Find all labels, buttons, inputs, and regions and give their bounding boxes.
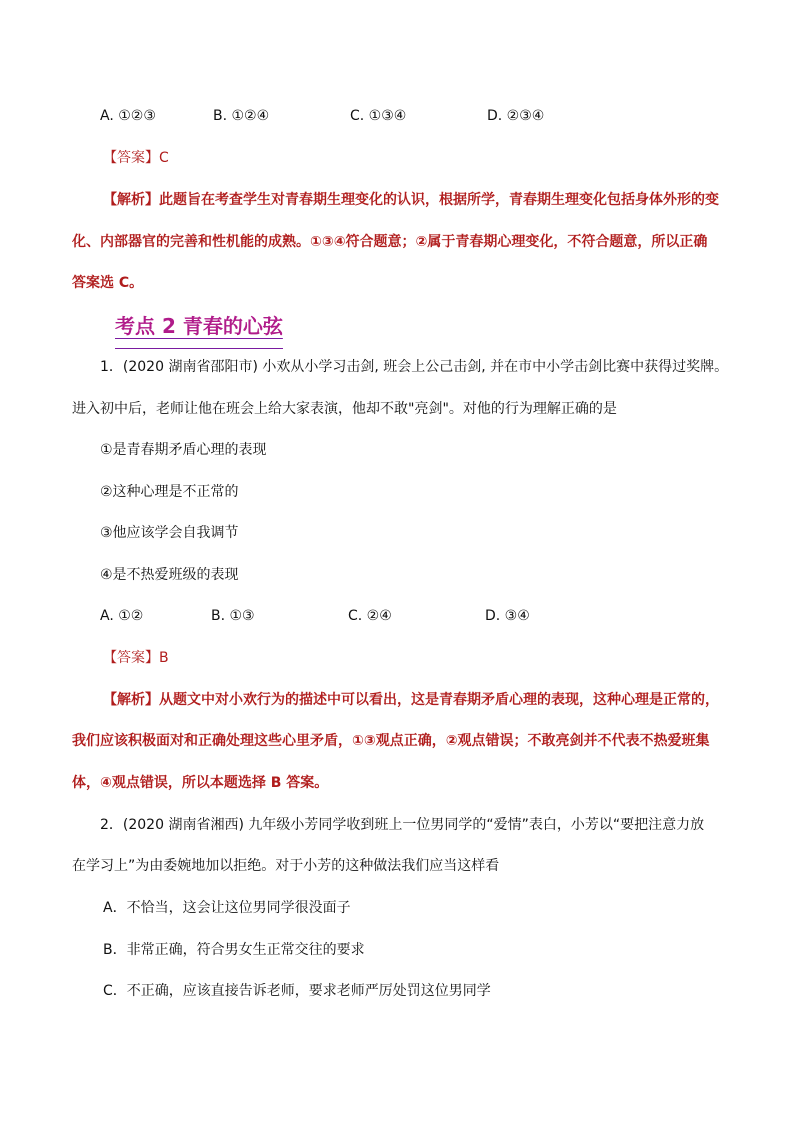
statement-item: ④是不热爱班级的表现 bbox=[100, 567, 239, 583]
analysis-line: 化、内部器官的完善和性机能的成熟。①③④符合题意；②属于青春期心理变化，不符合题意，所以正确 bbox=[72, 234, 708, 250]
analysis-line: 答案选 C。 bbox=[72, 275, 144, 291]
option-c: C. ②④ bbox=[348, 608, 392, 624]
answer-label: 【答案】C bbox=[103, 150, 169, 166]
option-a: A. ①② bbox=[100, 608, 144, 624]
analysis-line: 【解析】从题文中对小欢行为的描述中可以看出，这是青春期矛盾心理的表现，这种心理是正常的， bbox=[103, 692, 719, 708]
statement-item: ②这种心理是不正常的 bbox=[100, 484, 239, 500]
statement-item: ①是青春期矛盾心理的表现 bbox=[100, 442, 267, 458]
option-a: A. ①②③ bbox=[100, 108, 156, 124]
question-stem: 2．(2020 湖南省湘西) 九年级小芳同学收到班上一位男同学的“爱情”表白，小芳以“要把注意力放 bbox=[100, 817, 705, 833]
answer-label: 【答案】B bbox=[103, 650, 169, 666]
analysis-line: 体，④观点错误，所以本题选择 B 答案。 bbox=[72, 775, 329, 791]
option-b: B．非常正确，符合男女生正常交往的要求 bbox=[103, 942, 365, 958]
analysis-line: 【解析】此题旨在考查学生对青春期生理变化的认识，根据所学，青春期生理变化包括身体外形的变 bbox=[103, 192, 719, 208]
option-b: B. ①③ bbox=[211, 608, 255, 624]
option-b: B. ①②④ bbox=[213, 108, 270, 124]
question-stem: 1．(2020 湖南省邵阳市) 小欢从小学习击剑, 班会上公己击剑, 并在市中小学击剑比赛中获得过奖牌。 bbox=[100, 359, 729, 375]
option-d: D. ②③④ bbox=[487, 108, 545, 124]
analysis-line: 我们应该积极面对和正确处理这些心里矛盾，①③观点正确，②观点错误；不敢亮剑并不代表不热爱班集 bbox=[72, 733, 710, 749]
option-c: C. ①③④ bbox=[350, 108, 407, 124]
question-stem: 进入初中后，老师让他在班会上给大家表演，他却不敢"亮剑"。对他的行为理解正确的是 bbox=[72, 401, 617, 417]
option-d: D. ③④ bbox=[485, 608, 530, 624]
question-stem: 在学习上”为由委婉地加以拒绝。对于小芳的这种做法我们应当这样看 bbox=[72, 858, 500, 874]
option-c: C．不正确，应该直接告诉老师，要求老师严厉处罚这位男同学 bbox=[103, 983, 491, 999]
section-heading: 考点 2 青春的心弦 bbox=[115, 314, 283, 338]
statement-item: ③他应该学会自我调节 bbox=[100, 525, 239, 541]
option-a: A．不恰当，这会让这位男同学很没面子 bbox=[103, 900, 351, 916]
